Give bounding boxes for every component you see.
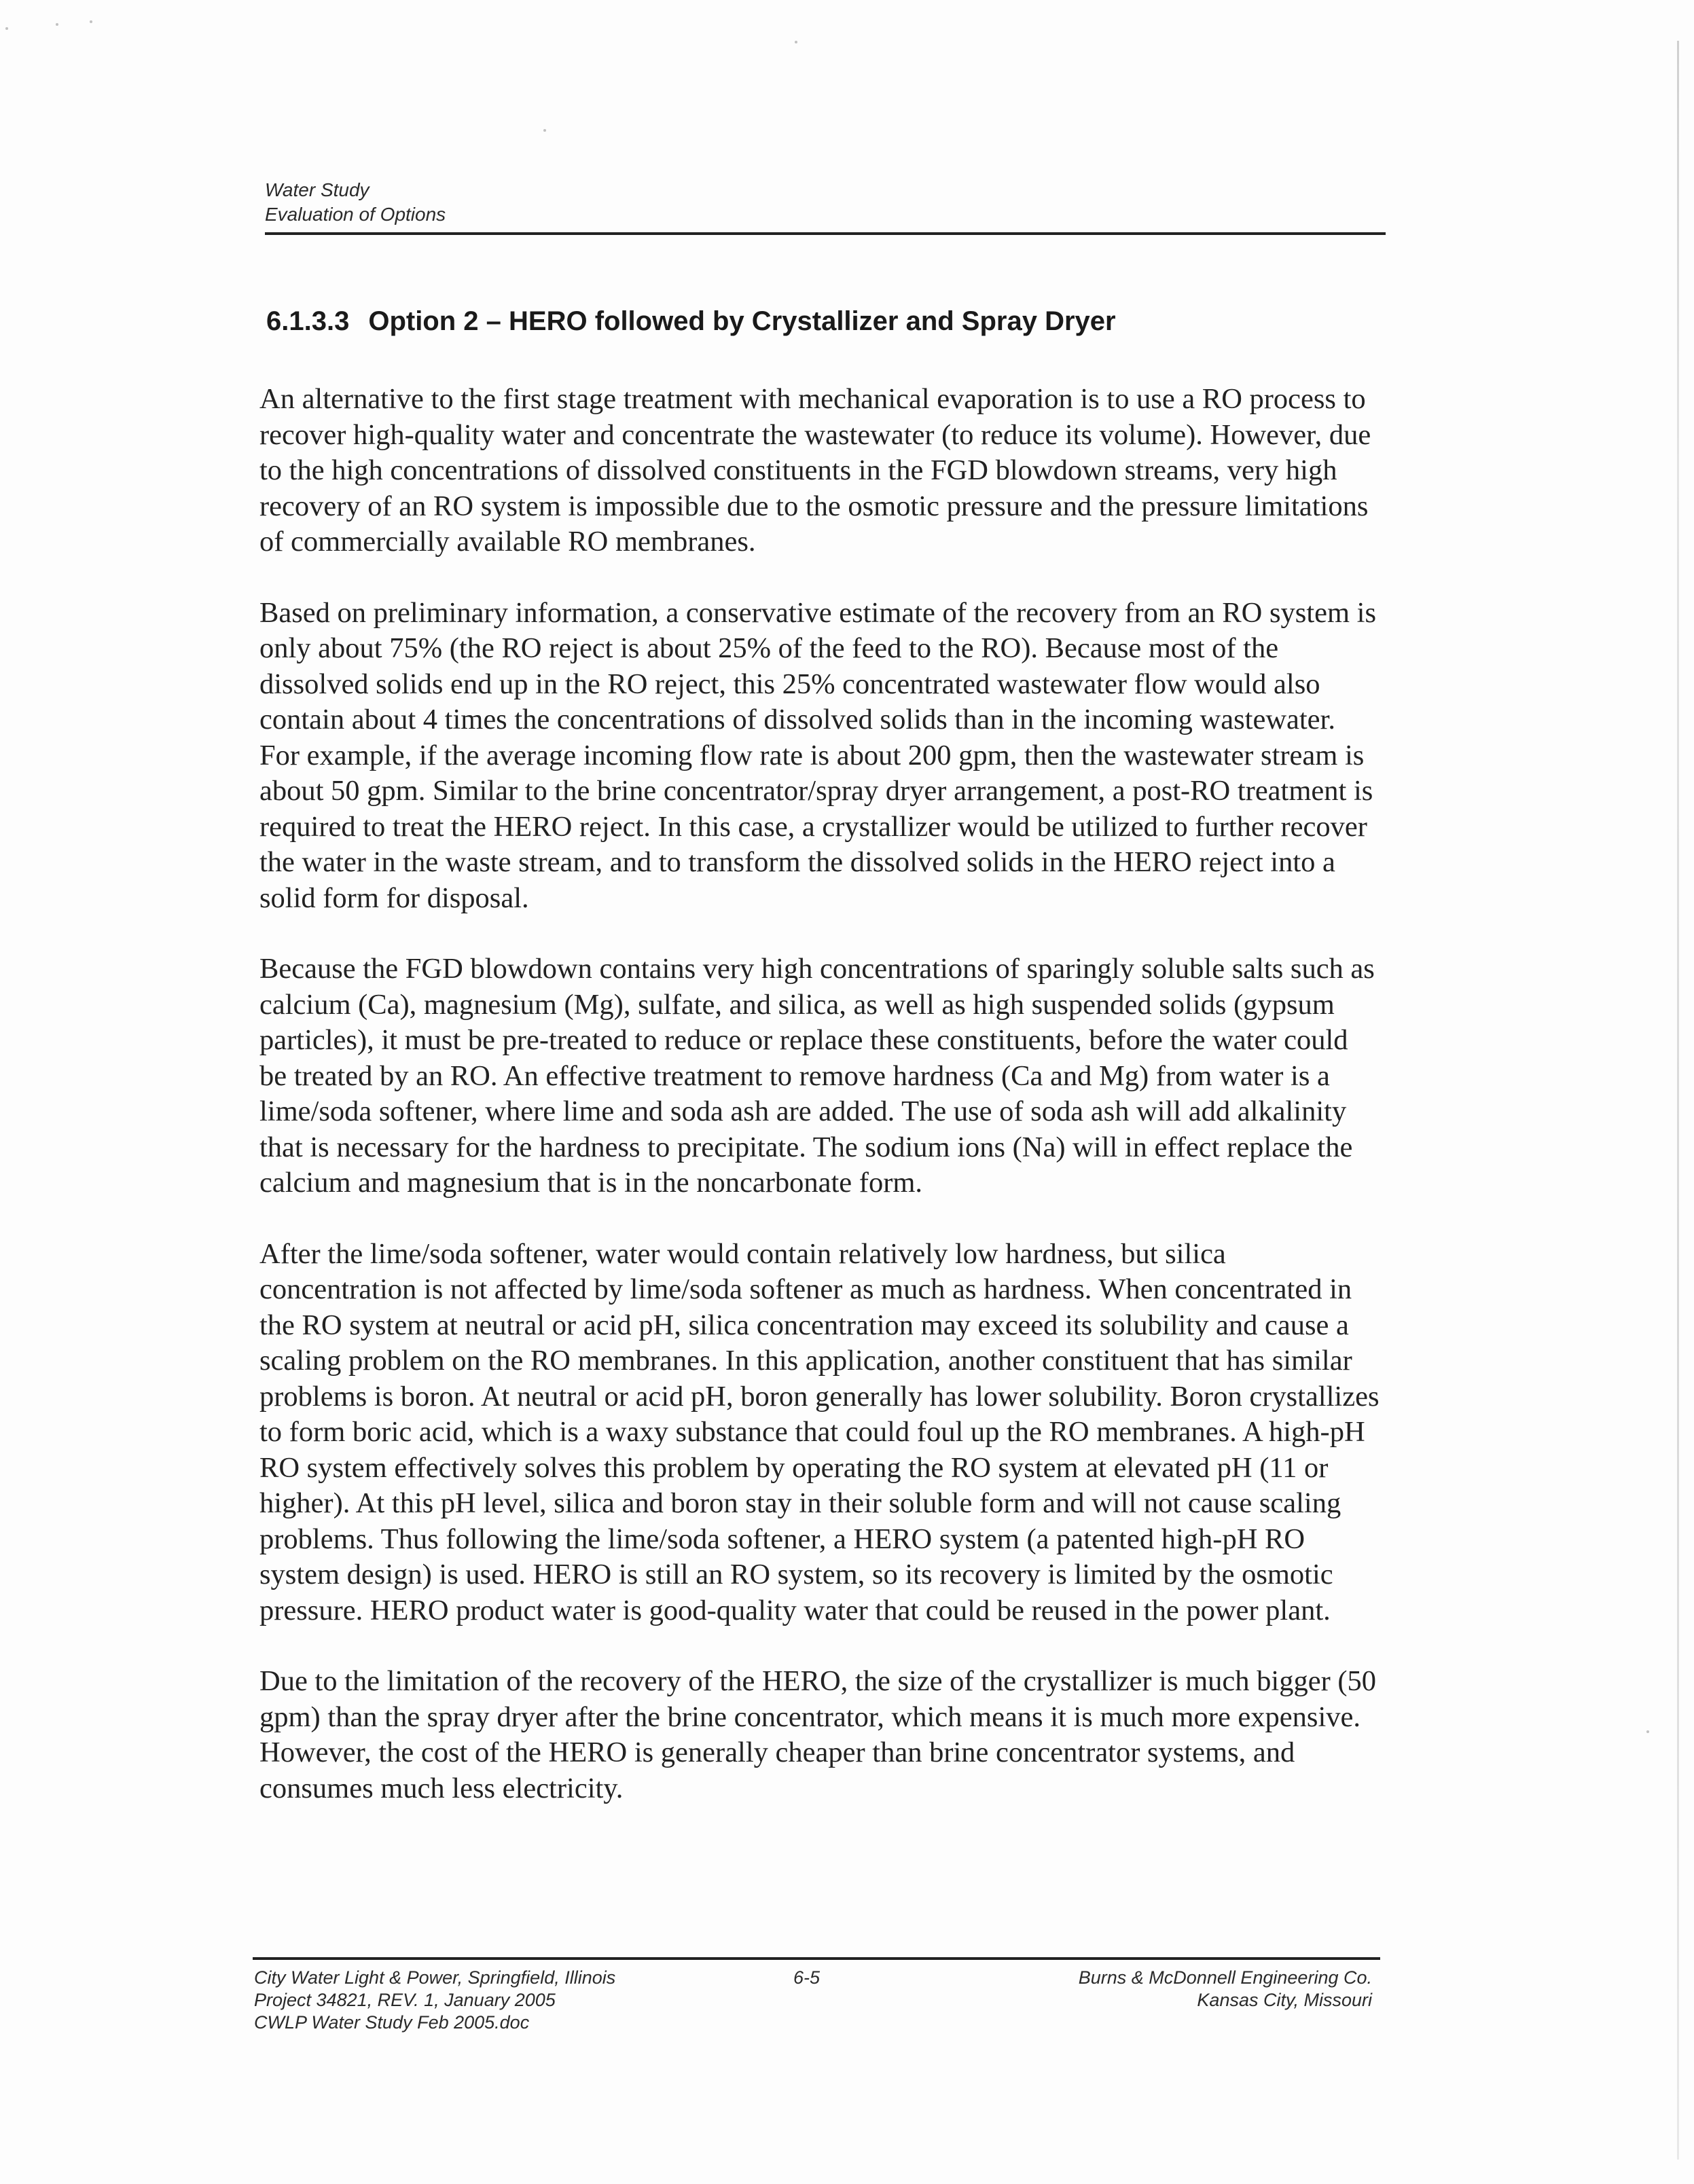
section-heading — [266, 304, 1116, 338]
footer-client: City Water Light & Power, Springfield, Illinois — [254, 1967, 616, 1988]
section-title: Option 2 – HERO followed by Crystallizer and Spray Dryer — [368, 306, 1116, 336]
footer-page-number — [793, 1967, 875, 1989]
footer-location: Kansas City, Missouri — [1197, 1990, 1372, 2010]
scan-speck — [56, 23, 58, 26]
scan-speck — [795, 41, 797, 43]
paragraph: Based on preliminary information, a conservative estimate of the recovery from an RO system is only about 75% (the RO reject is about 25% of the feed to the RO). Because most of the dissolved solids end up in the RO reject, this 25% concentrated wastewater flow would also contain about 4 times the concentrations of dissolved solids than in the incoming wastewater. For example, if the average incoming flow rate is about 200 gpm, then the wastewater stream is about 50 gpm. Similar to the brine concentrator/spray dryer arrangement, a post-RO treatment is required to treat the HERO reject. In this case, a crystallizer would be utilized to further recover the water in the waste stream, and to transform the dissolved solids in the HERO reject into a solid form for disposal. — [259, 596, 1377, 914]
paragraph: Because the FGD blowdown contains very high concentrations of sparingly soluble salts such as calcium (Ca), magnesium (Mg), sulfate, and silica, as well as high suspended solids (gypsum particles), it must be pre-treated to reduce or replace these constituents, before the water could be treated by an RO. An effective treatment to remove hardness (Ca and Mg) from water is a lime/soda softener, where lime and soda ash are added. The use of soda ash will add alkalinity that is necessary for the hardness to precipitate. The sodium ions (Na) will in effect replace the calcium and magnesium that is in the noncarbonate form. — [259, 953, 1375, 1199]
running-header — [265, 178, 1386, 227]
paragraph: After the lime/soda softener, water would contain relatively low hardness, but silica concentration is not affected by lime/soda softener as much as hardness. When concentrated in the RO system at neutral or acid pH, silica concentration may exceed its solubility and cause a scaling problem on the RO membranes. In this application, another constituent that has similar problems is boron. At neutral or acid pH, boron generally has lower solubility. Boron crystallizes to form boric acid, which is a waxy substance that could foul up the RO membranes. A high-pH RO system effectively solves this problem by operating the RO system at elevated pH (11 or higher). At this pH level, silica and boron stay in their soluble form and will not cause scaling problems. Thus following the lime/soda softener, a HERO system (a patented high-pH RO system design) is used. HERO is still an RO system, so its recovery is limited by the osmotic pressure. HERO product water is good-quality water that could be reused in the power plant. — [259, 1237, 1380, 1626]
footer-firm: Burns & McDonnell Engineering Co. — [1078, 1967, 1372, 1988]
scan-speck — [1646, 1730, 1649, 1733]
footer-divider — [253, 1957, 1380, 1960]
header-title: Water Study — [265, 179, 370, 200]
footer-filename: CWLP Water Study Feb 2005.doc — [254, 2012, 530, 2033]
scan-speck — [90, 20, 92, 23]
body-text — [259, 382, 1380, 1842]
page-number: 6-5 — [793, 1967, 821, 1988]
scan-edge-artifact — [1677, 41, 1679, 2160]
footer-firm-info — [951, 1967, 1372, 2012]
footer-project: Project 34821, REV. 1, January 2005 — [254, 1990, 556, 2010]
scan-speck — [5, 27, 8, 30]
paragraph: An alternative to the first stage treatment with mechanical evaporation is to use a RO process to recover high-quality water and concentrate the wastewater (to reduce its volume). However, due to the high concentrations of dissolved constituents in the FGD blowdown streams, very high recovery of an RO system is impossible due to the osmotic pressure and the pressure limitations of commercially available RO membranes. — [259, 383, 1371, 558]
footer-client-info — [254, 1967, 797, 2034]
paragraph: Due to the limitation of the recovery of the HERO, the size of the crystallizer is much bigger (50 gpm) than the spray dryer after the brine concentrator, which means it is much more expensive. However, the cost of the HERO is generally cheaper than brine concentrator systems, and consumes much less electricity. — [259, 1665, 1377, 1804]
scan-speck — [543, 129, 546, 132]
header-subtitle: Evaluation of Options — [265, 204, 446, 225]
section-number: 6.1.3.3 — [266, 306, 350, 336]
header-divider — [265, 232, 1386, 235]
